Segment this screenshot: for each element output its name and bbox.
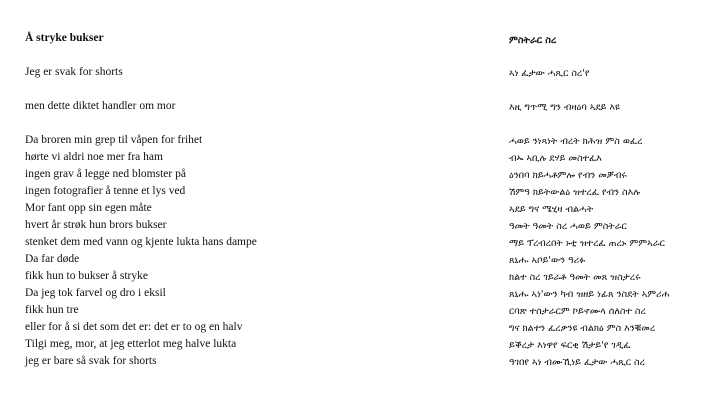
poem-line: ዕንበባ ክይሓቶምሎ የብን መቓብሩ: [509, 170, 627, 181]
poem-line: ጸኒሑ ኣቦይ'ውን ዓሪፉ: [509, 255, 586, 266]
poem-line: ጸኒሑ ኣነ'ውን ካብ ዝዘይ ነፊጸ ንስደት ኣምሪሐ: [509, 289, 670, 300]
poem-line: ሽምዓ ክይትውልዕ ዝተረፈ የብን ስእሉ: [509, 187, 641, 198]
poem-line: ብኡ ኣቢሉ ደሃይ መስተፈእ: [509, 153, 602, 164]
poem-title-tigrinya: ምስትራር ስረ: [509, 35, 557, 46]
poem-line: Mor fant opp sin egen måte: [25, 202, 152, 214]
poem-line: Tilgi meg, mor, at jeg etterlot meg halve lukta: [25, 338, 237, 350]
poem-line: ingen fotografier å tenne et lys ved: [25, 185, 186, 197]
poem-line: Jeg er svak for shorts: [25, 66, 123, 78]
poem-line: ይቕረታ እነዋየ ፍርቂ ሽታይ'የ ገዲፈ: [509, 340, 631, 351]
poem-line: ግና ክልተን ፈረቃንዩ ብልክዕ ምስ እንቑመረ: [509, 323, 656, 334]
poem-line: Da far døde: [25, 253, 80, 265]
poem-line: men dette diktet handler om mor: [25, 100, 176, 112]
poem-line: ዓመት ዓመት ስረ ሓወይ ምስትራር: [509, 221, 627, 232]
poem-line: ክልተ ስረ ገይራቶ ዓመት መጸ ዝስታረሩ: [509, 272, 641, 283]
poem-title-norwegian: Å stryke bukser: [25, 32, 104, 44]
poem-line: hvert år strøk hun brors bukser: [25, 219, 167, 231]
poem-line: ሓወይ ንነጻነት ብረት ክሕዝ ምስ ወፈረ: [509, 136, 643, 147]
poem-line: እዚ ግጥሚ ግን ብዛዕባ ኣደይ እዩ: [509, 102, 620, 113]
poem-line: ingen grav å legge ned blomster på: [25, 168, 186, 180]
poem-line: ርባጽ ተሰታራርም ኮይኖሙላ ሰለስተ ስረ: [509, 306, 646, 317]
poem-line: Da jeg tok farvel og dro i eksil: [25, 287, 166, 299]
poem-line: hørte vi aldri noe mer fra ham: [25, 151, 163, 163]
poem-line: ኣደይ ግና ሜሂዛ ብልሓት: [509, 204, 594, 215]
poem-line: ዓገበየ ኣነ ብሙኺነይ ፈታው ሓጺር ስረ: [509, 357, 645, 368]
poem-line: Da broren min grep til våpen for frihet: [25, 134, 203, 146]
poem-line: jeg er bare så svak for shorts: [25, 355, 157, 367]
poem-line: ማይ ፕረብረበት ኑቲ ዝተረፈ ጠረኑ ምምኣራር: [509, 238, 665, 249]
poem-line: eller for å si det som det er: det er to og en halv: [25, 321, 243, 333]
poem-line: ኣነ ፈታው ሓጺር ስረ'የ: [509, 68, 590, 79]
poem-line: fikk hun tre: [25, 304, 79, 316]
poem-line: fikk hun to bukser å stryke: [25, 270, 148, 282]
poem-line: stenket dem med vann og kjente lukta hans dampe: [25, 236, 257, 248]
